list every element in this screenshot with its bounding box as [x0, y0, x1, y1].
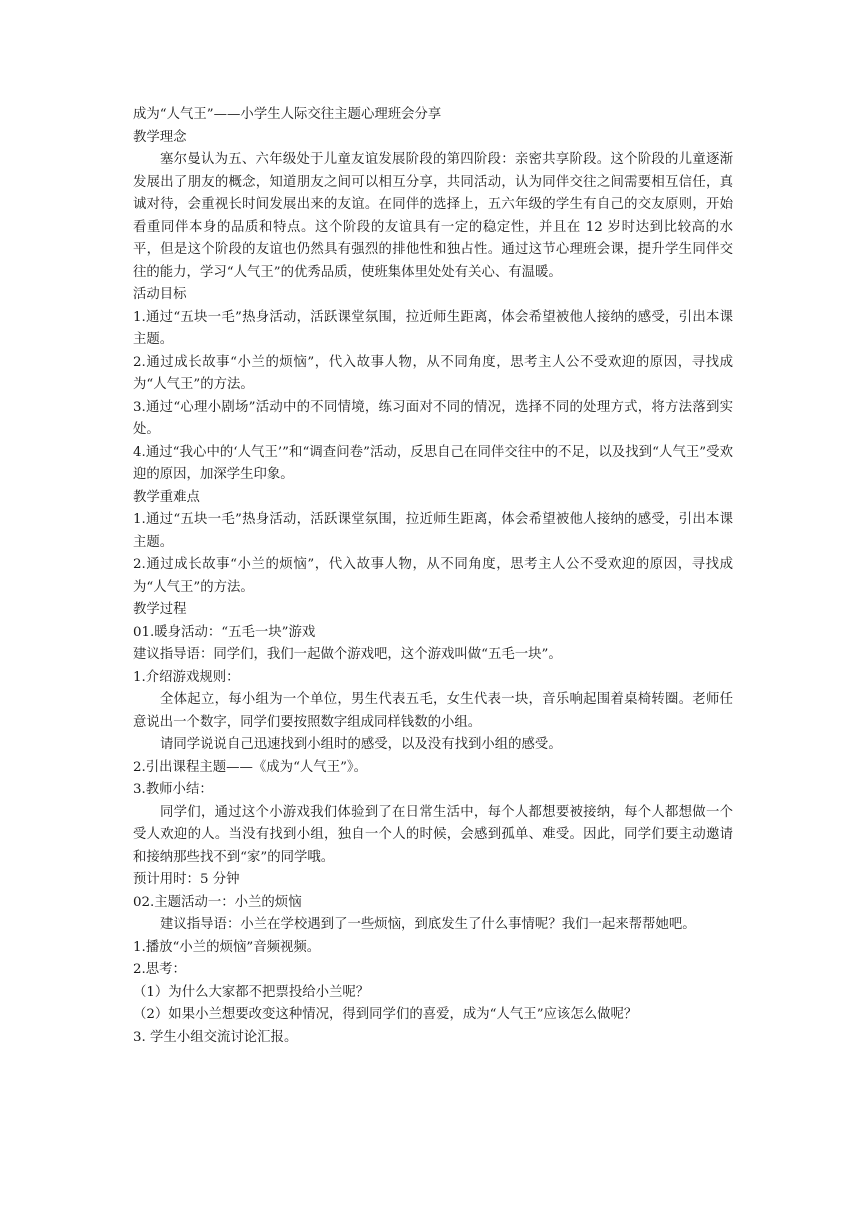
time-line: 预计用时：5 分钟	[133, 872, 240, 887]
goal-item-3: 3.通过“心理小剧场”活动中的不同情境，练习面对不同的情况，选择不同的处理方式，将方法落到实处。	[133, 399, 733, 437]
theme-line: 2.引出课程主题——《成为“人气王”》。	[133, 759, 368, 775]
think-question-2: （2）如果小兰想要改变这种情况，得到同学们的喜爱，成为“人气王”应该怎么做呢？	[133, 1007, 638, 1022]
goal-item-4: 4.通过“我心中的‘人气王’”和“调查问卷”活动，反思自己在同伴交往中的不足，以及找到“人气王”受欢迎的原因，加深学生印象。	[133, 444, 733, 482]
document-title: 成为“人气王”——小学生人际交往主题心理班会分享	[133, 107, 442, 122]
activity1-guide: 建议指导语：小兰在学校遇到了一些烦恼，到底发生了什么事情呢？我们一起来帮帮她吧。	[160, 917, 696, 932]
document-body	[133, 104, 733, 1049]
play-line: 1.播放“小兰的烦恼”音频视频。	[133, 939, 321, 955]
rules-paragraph-1: 全体起立，每小组为一个单位，男生代表五毛，女生代表一块，音乐响起围着桌椅转圈。老师任意说出一个数字，同学们要按照数字组成同样钱数的小组。	[133, 692, 733, 730]
think-question-1: （1）为什么大家都不把票投给小兰呢？	[133, 984, 370, 1000]
section-heading-concept: 教学理念	[133, 129, 187, 145]
summary-paragraph: 同学们，通过这个小游戏我们体验到了在日常生活中，每个人都想要被接纳，每个人都想做一个受人欢迎的人。当没有找到小组，独自一个人的时候，会感到孤单、难受。因此，同学们要主动邀请和接纳那些找不到“家”的同学哦。	[133, 804, 733, 865]
think-heading: 2.思考：	[133, 962, 186, 977]
discuss-line: 3. 学生小组交流讨论汇报。	[133, 1029, 298, 1045]
key-point-2: 2.通过成长故事“小兰的烦恼”，代入故事人物，从不同角度，思考主人公不受欢迎的原因，寻找成为“人气王”的方法。	[133, 557, 733, 595]
rules-heading: 1.介绍游戏规则：	[133, 669, 240, 685]
warmup-guide: 建议指导语：同学们，我们一起做个游戏吧，这个游戏叫做“五毛一块”。	[133, 647, 562, 662]
summary-heading: 3.教师小结：	[133, 782, 213, 797]
warmup-heading: 01.暖身活动：“五毛一块”游戏	[133, 624, 316, 640]
concept-paragraph: 塞尔曼认为五、六年级处于儿童友谊发展阶段的第四阶段：亲密共享阶段。这个阶段的儿童逐渐发展出了朋友的概念，知道朋友之间可以相互分享，共同活动，认为同伴交往之间需要相互信任，真诚对待，会重视长时间发展出来的友谊。在同伴的选择上，五六年级的学生有自己的交友原则，开始看重同伴本身的品质和特点。这个阶段的友谊具有一定的稳定性，并且在 12 岁时达到比较高的水平，但是这个阶段的友谊也仍然具有强烈的排他性和独占性。通过这节心理班会课，提升学生同伴交往的能力，学习“人气王”的优秀品质，使班集体里处处有关心、有温暖。	[133, 152, 733, 280]
goal-item-1: 1.通过“五块一毛”热身活动，活跃课堂氛围，拉近师生距离，体会希望被他人接纳的感受，引出本课主题。	[133, 309, 733, 347]
section-heading-process: 教学过程	[133, 602, 187, 617]
rules-paragraph-2: 请同学说说自己迅速找到小组时的感受，以及没有找到小组的感受。	[160, 737, 562, 752]
goal-item-2: 2.通过成长故事“小兰的烦恼”，代入故事人物，从不同角度，思考主人公不受欢迎的原因，寻找成为“人气王”的方法。	[133, 354, 733, 392]
key-point-1: 1.通过“五块一毛”热身活动，活跃课堂氛围，拉近师生距离，体会希望被他人接纳的感受，引出本课主题。	[133, 512, 733, 550]
section-heading-key-points: 教学重难点	[133, 489, 200, 505]
activity1-heading: 02.主题活动一：小兰的烦恼	[133, 894, 302, 910]
section-heading-goals: 活动目标	[133, 287, 187, 302]
